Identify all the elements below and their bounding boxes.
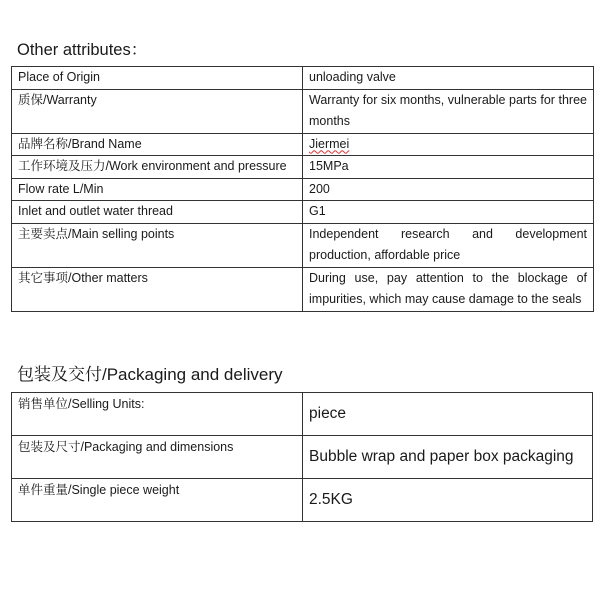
- attr-value: Warranty for six months, vulnerable parts for three months: [303, 89, 594, 133]
- table-row: [12, 201, 594, 224]
- attr-label: 质保/Warranty: [12, 89, 303, 133]
- packaging-value: 2.5KG: [303, 479, 593, 522]
- table-row: [12, 67, 594, 90]
- attr-value: Independent research and development production, affordable price: [303, 223, 594, 267]
- table-row: [12, 133, 594, 156]
- packaging-label: 单件重量/Single piece weight: [12, 479, 303, 522]
- attr-value: G1: [303, 201, 594, 224]
- attr-label: Flow rate L/Min: [12, 178, 303, 201]
- packaging-value: Bubble wrap and paper box packaging: [303, 436, 593, 479]
- table-row: [12, 156, 594, 179]
- table-row: [12, 436, 593, 479]
- table-row: [12, 393, 593, 436]
- other-attributes-table: [11, 66, 594, 312]
- table-row: [12, 89, 594, 133]
- attr-label: Inlet and outlet water thread: [12, 201, 303, 224]
- packaging-table: [11, 392, 593, 522]
- table-row: [12, 479, 593, 522]
- table-row: [12, 178, 594, 201]
- packaging-label: 销售单位/Selling Units:: [12, 393, 303, 436]
- attr-label: 工作环境及压力/Work environment and pressure: [12, 156, 303, 179]
- attr-value: unloading valve: [303, 67, 594, 90]
- attr-value: During use, pay attention to the blockage of impurities, which may cause damage to the seals: [303, 267, 594, 311]
- brand-name-value: Jiermei: [309, 136, 350, 151]
- table-row: [12, 223, 594, 267]
- attr-label: Place of Origin: [12, 67, 303, 90]
- attr-value: 15MPa: [303, 156, 594, 179]
- attr-value: [303, 133, 594, 156]
- packaging-value: piece: [303, 393, 593, 436]
- attr-label: 主要卖点/Main selling points: [12, 223, 303, 267]
- packaging-label: 包装及尺寸/Packaging and dimensions: [12, 436, 303, 479]
- table-row: [12, 267, 594, 311]
- attr-label: 其它事项/Other matters: [12, 267, 303, 311]
- other-attributes-heading: Other attributes：: [17, 41, 148, 59]
- attr-label: 品牌名称/Brand Name: [12, 133, 303, 156]
- packaging-heading: 包装及交付/Packaging and delivery: [17, 365, 283, 384]
- attr-value: 200: [303, 178, 594, 201]
